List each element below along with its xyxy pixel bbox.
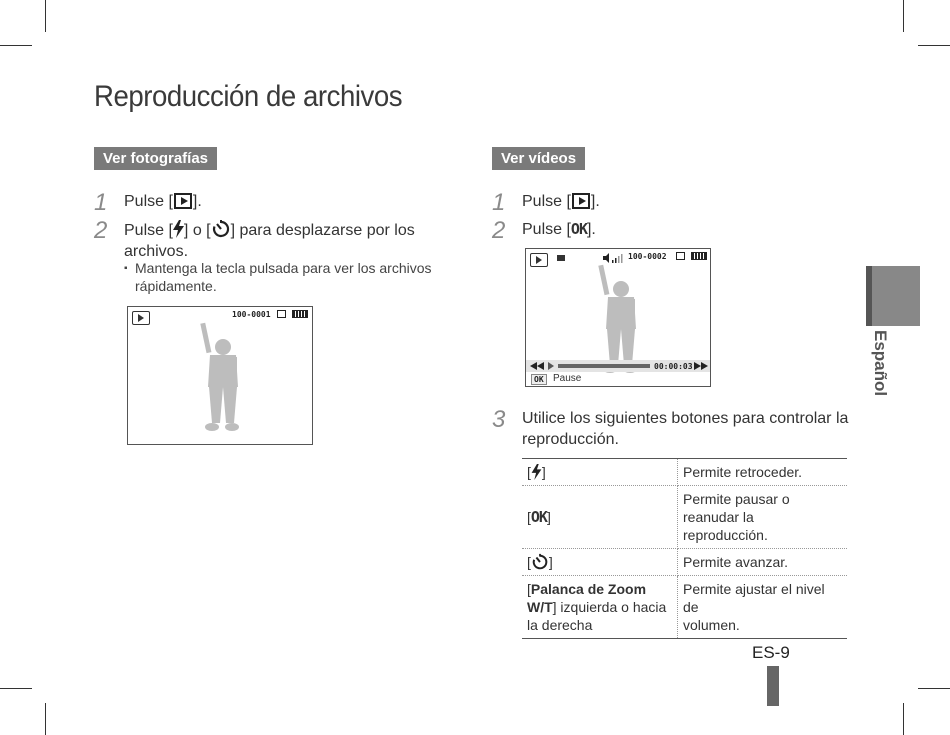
- step-number: 3: [492, 406, 506, 433]
- step-text-part: ].: [586, 221, 596, 238]
- table-row: [522, 486, 847, 549]
- control-desc-cell: [678, 486, 848, 549]
- step-text-part: archivos.: [124, 243, 189, 260]
- play-icon: [174, 193, 192, 209]
- bullet-line: Mantenga la tecla pulsada para ver los archivos: [135, 260, 432, 276]
- step-number: 1: [492, 189, 506, 216]
- step-text: [522, 219, 596, 240]
- movie-icon: [557, 255, 565, 261]
- zoom-lever-label: W/T: [527, 599, 553, 615]
- bracket: ]: [548, 554, 553, 570]
- desc-line: Permite pausar o: [683, 491, 790, 507]
- step-number: 1: [94, 189, 108, 216]
- fast-forward-icon: [694, 362, 708, 370]
- table-row: [522, 459, 847, 486]
- video-playback-screen: [525, 248, 711, 387]
- step-text: [522, 408, 852, 450]
- play-icon: [530, 253, 548, 267]
- crop-mark: [903, 0, 904, 32]
- play-icon: [572, 193, 590, 209]
- rewind-icon: [530, 362, 544, 370]
- step-text-part: Pulse [: [124, 222, 173, 239]
- language-tab: [866, 266, 920, 326]
- battery-icon: [292, 310, 308, 318]
- ok-key-label: OK: [531, 374, 547, 385]
- control-desc-cell: Permite avanzar.: [678, 549, 848, 576]
- control-key-cell: [522, 486, 678, 549]
- flash-icon: [531, 464, 542, 480]
- step-text-part: Utilice los siguientes botones para controlar la: [522, 410, 849, 427]
- control-key-cell: [522, 549, 678, 576]
- file-counter: 100-0001: [232, 310, 271, 319]
- bullet-text: [135, 259, 445, 295]
- control-key-cell: [522, 576, 678, 639]
- bracket: [: [527, 554, 531, 570]
- person-figure: [588, 263, 644, 375]
- sd-card-icon: [277, 310, 286, 318]
- table-row: [522, 549, 847, 576]
- playback-time: 00:00:03: [654, 362, 693, 371]
- page-title: Reproducción de archivos: [94, 80, 403, 113]
- file-counter: 100-0002: [628, 252, 667, 261]
- crop-mark: [45, 703, 46, 735]
- page-number: ES-9: [752, 643, 790, 662]
- step-text-part: Pulse [: [522, 221, 571, 238]
- step-text: [522, 191, 600, 212]
- step-text-part: ].: [590, 193, 600, 210]
- control-key-cell: [522, 459, 678, 486]
- bracket: [: [527, 581, 531, 597]
- volume-icon: [603, 253, 623, 263]
- step-text: [124, 219, 444, 262]
- section-heading-photos: Ver fotografías: [94, 147, 217, 170]
- crop-mark: [918, 688, 950, 689]
- step-text-part: Pulse [: [522, 193, 571, 210]
- desc-line: reanudar la reproducción.: [683, 509, 768, 543]
- bullet-line: rápidamente.: [135, 278, 217, 294]
- bullet-marker: ▪: [124, 263, 128, 274]
- step-text-part: reproducción.: [522, 431, 619, 448]
- step-number: 2: [94, 217, 108, 244]
- language-label: Español: [871, 330, 890, 397]
- bracket: [: [527, 464, 531, 480]
- section-heading-videos: Ver vídeos: [492, 147, 585, 170]
- zoom-lever-label: Palanca de Zoom: [530, 581, 647, 597]
- bracket: ]: [541, 464, 546, 480]
- photo-playback-screen: [127, 306, 313, 445]
- step-text-part: Pulse [: [124, 193, 173, 210]
- ok-button-glyph: OK: [530, 508, 547, 526]
- controls-table: [522, 458, 847, 639]
- key-text: la derecha: [527, 617, 593, 633]
- desc-line: Permite ajustar el nivel de: [683, 581, 825, 615]
- key-text: ] izquierda o hacia: [552, 599, 667, 615]
- timer-icon: [211, 219, 231, 239]
- pause-label: Pause: [553, 373, 582, 384]
- step-text-part: ] o [: [183, 222, 211, 239]
- progress-track: [558, 364, 650, 368]
- play-indicator-icon: [548, 362, 554, 370]
- desc-line: volumen.: [683, 617, 740, 633]
- control-desc-cell: Permite retroceder.: [678, 459, 848, 486]
- crop-mark: [0, 688, 32, 689]
- ok-button-glyph: OK: [570, 220, 587, 238]
- step-number: 2: [492, 217, 506, 244]
- step-text-part: ] para desplazarse por los: [230, 222, 415, 239]
- language-tab-edge: [866, 266, 872, 326]
- crop-mark: [0, 45, 32, 46]
- table-row: [522, 576, 847, 639]
- crop-mark: [918, 45, 950, 46]
- play-icon: [132, 311, 150, 325]
- person-figure: [190, 321, 246, 433]
- flash-icon: [173, 220, 184, 238]
- bracket: [: [527, 509, 531, 525]
- timer-icon: [531, 553, 549, 571]
- step-text: [124, 191, 202, 212]
- step-text-part: ].: [192, 193, 202, 210]
- crop-mark: [903, 703, 904, 735]
- crop-mark: [45, 0, 46, 32]
- bracket: ]: [546, 509, 551, 525]
- control-desc-cell: [678, 576, 848, 639]
- sd-card-icon: [676, 252, 685, 260]
- battery-icon: [691, 252, 707, 260]
- page-number-bar: [767, 666, 779, 706]
